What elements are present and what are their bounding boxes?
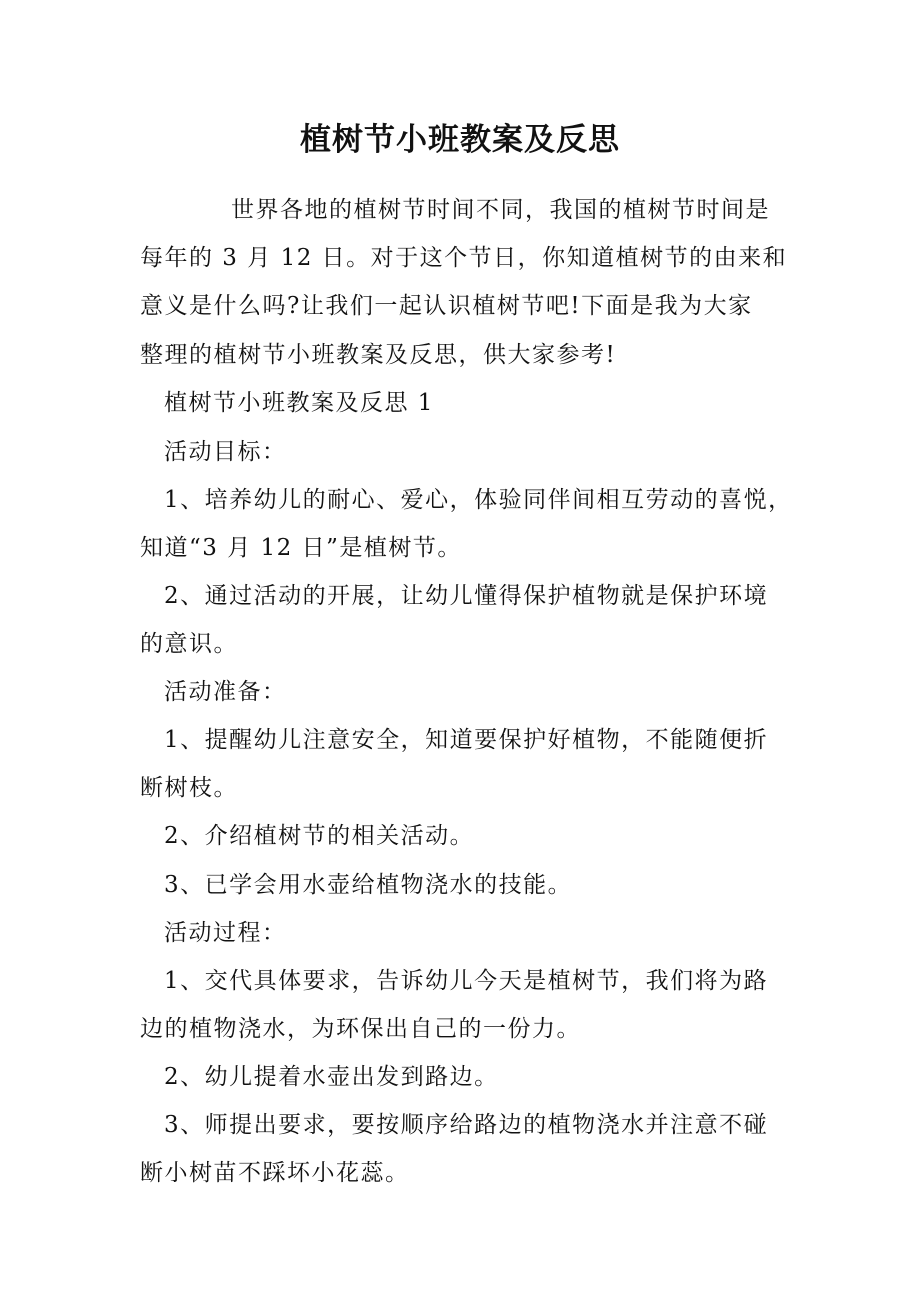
process-3-line-1: 3、师提出要求，要按顺序给路边的植物浇水并注意不碰 xyxy=(164,1112,769,1138)
goal-1-line-1: 1、培养幼儿的耐心、爱心，体验同伴间相互劳动的喜悦， xyxy=(164,487,793,513)
process-2-line-1: 2、幼儿提着水壶出发到路边。 xyxy=(164,1064,499,1090)
intro-line-1: 世界各地的植树节时间不同，我国的植树节时间是 xyxy=(231,197,770,223)
document-title: 植树节小班教案及反思 xyxy=(300,122,620,158)
intro-line-4: 整理的植树节小班教案及反思，供大家参考! xyxy=(140,342,617,368)
intro-line-2: 每年的 3 月 12 日。对于这个节日，你知道植树节的由来和 xyxy=(140,245,788,271)
prep-heading: 活动准备： xyxy=(164,679,287,705)
process-1-line-2: 边的植物浇水，为环保出自己的一份力。 xyxy=(140,1016,581,1042)
goal-2-line-1: 2、通过活动的开展，让幼儿懂得保护植物就是保护环境 xyxy=(164,583,769,609)
intro-line-3: 意义是什么吗?让我们一起认识植树节吧!下面是我为大家 xyxy=(140,293,753,319)
prep-1-line-2: 断树枝。 xyxy=(140,775,238,801)
process-heading: 活动过程： xyxy=(164,920,287,946)
prep-3-line-1: 3、已学会用水壶给植物浇水的技能。 xyxy=(164,872,573,898)
prep-2-line-1: 2、介绍植树节的相关活动。 xyxy=(164,823,475,849)
process-3-line-2: 断小树苗不踩坏小花蕊。 xyxy=(140,1160,410,1186)
goals-heading: 活动目标： xyxy=(164,439,287,465)
prep-1-line-1: 1、提醒幼儿注意安全，知道要保护好植物，不能随便折 xyxy=(164,727,769,753)
process-1-line-1: 1、交代具体要求，告诉幼儿今天是植树节，我们将为路 xyxy=(164,968,769,994)
section-title: 植树节小班教案及反思 1 xyxy=(164,390,434,416)
goal-2-line-2: 的意识。 xyxy=(140,631,238,657)
goal-1-line-2: 知道“3 月 12 日”是植树节。 xyxy=(140,535,462,561)
